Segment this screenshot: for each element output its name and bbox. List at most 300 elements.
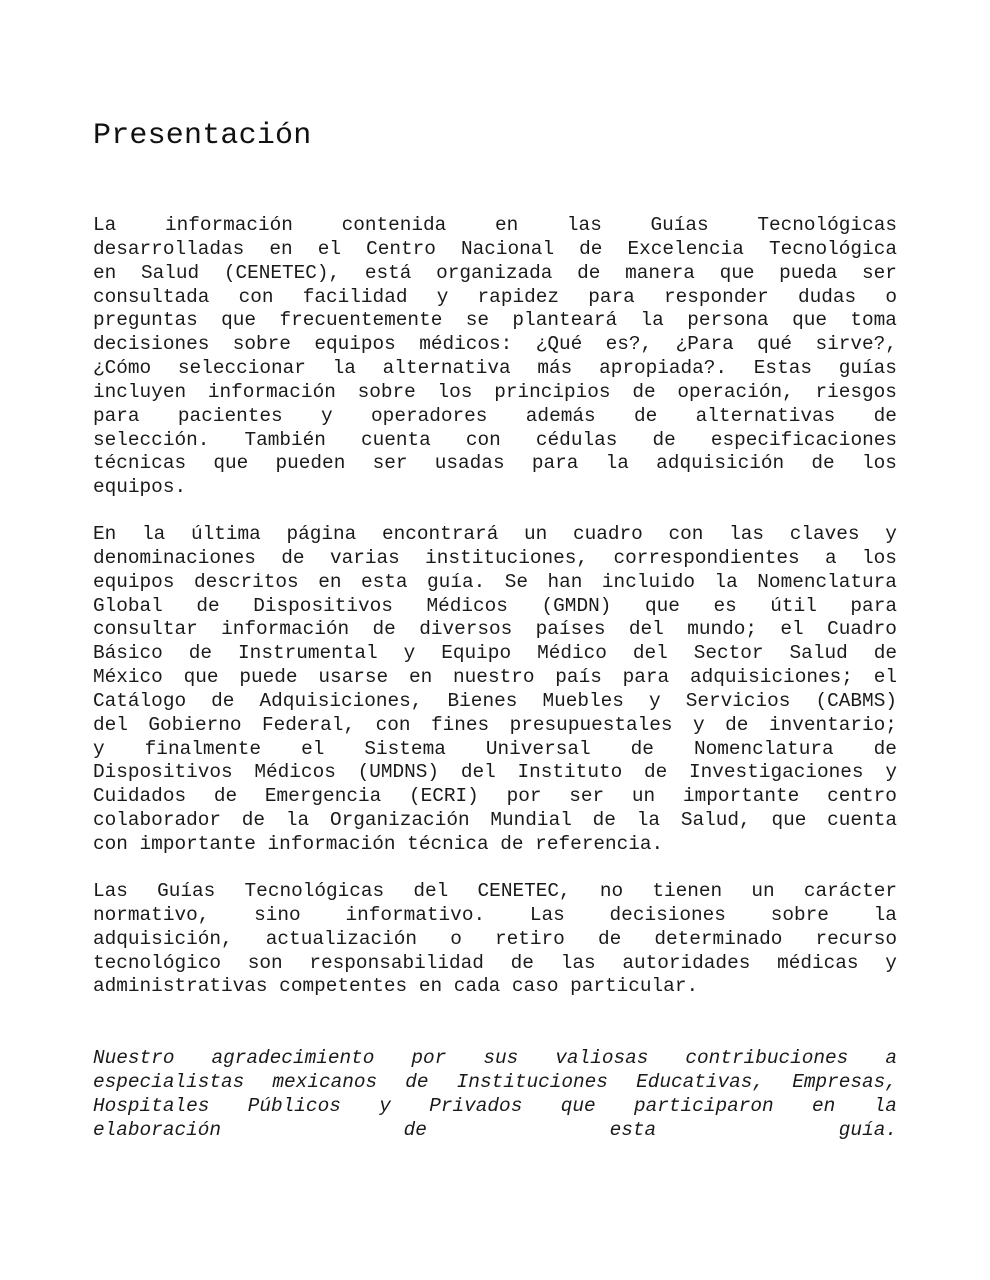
word: En	[93, 523, 117, 545]
word: son	[247, 951, 283, 974]
word: han	[547, 570, 583, 593]
word: Sistema	[364, 737, 446, 760]
word: nuestro	[453, 666, 535, 689]
text-line	[93, 1047, 897, 1071]
word: (ECRI)	[409, 785, 479, 808]
word: en	[269, 237, 293, 260]
word: de	[725, 713, 749, 736]
word: la	[285, 809, 310, 832]
word: para	[622, 666, 670, 689]
word: y	[379, 1094, 391, 1117]
word: elaboración	[93, 1118, 221, 1141]
text-line	[93, 809, 897, 833]
text-line	[93, 429, 897, 453]
text-line	[93, 476, 897, 500]
word: agradecimiento	[211, 1047, 375, 1069]
word: ser	[569, 785, 605, 808]
word: apropiada?.	[599, 357, 728, 380]
word: Muebles	[542, 689, 624, 712]
word: la	[636, 809, 661, 832]
word: Públicos	[247, 1094, 341, 1117]
word: contribuciones	[685, 1047, 849, 1069]
word: Nacional	[460, 237, 555, 260]
text-line	[93, 714, 897, 738]
word: Investigaciones	[689, 761, 864, 784]
text-line	[93, 262, 897, 286]
word: adquisición	[656, 452, 785, 475]
word: adquisiciones;	[689, 666, 853, 689]
word: carácter	[803, 880, 897, 902]
word: finalmente	[144, 737, 262, 760]
word: en	[812, 1094, 836, 1117]
word: (CENETEC),	[223, 261, 341, 284]
word: que	[213, 452, 249, 475]
word: Tecnológica	[768, 237, 897, 260]
word: toma	[850, 309, 897, 332]
word: preguntas	[93, 309, 198, 332]
word: alternativas	[695, 404, 836, 427]
word: fines	[430, 713, 490, 736]
word: recurso	[815, 927, 897, 950]
word: el	[780, 618, 804, 641]
word: última	[190, 523, 261, 545]
word: persona	[687, 309, 769, 332]
word: Instrumental	[238, 642, 378, 665]
word: a	[885, 1047, 897, 1069]
word: un	[631, 785, 656, 808]
word: contenida	[341, 214, 447, 236]
word: Servicios	[685, 689, 791, 712]
word: que	[644, 594, 680, 617]
word: alternativa	[382, 357, 511, 380]
word: de	[213, 785, 238, 808]
word: qué	[757, 333, 793, 356]
word: Salud	[789, 642, 848, 665]
word: Nuestro	[93, 1047, 175, 1069]
word: Centro	[366, 237, 436, 260]
text-line	[93, 618, 897, 642]
paragraph-disclaimer	[93, 880, 897, 999]
text-line	[93, 833, 897, 857]
line-text: administrativas competentes en cada caso particular.	[93, 975, 699, 998]
text-line	[93, 880, 897, 904]
word: información	[164, 214, 293, 236]
word: informativo.	[345, 903, 486, 926]
word: presupuestales	[509, 713, 673, 736]
word: la	[714, 570, 738, 593]
word: especificaciones	[710, 428, 897, 451]
word: Mundial	[490, 809, 572, 832]
word: retiro	[494, 927, 565, 950]
word: Guías	[650, 214, 709, 236]
word: principios	[494, 380, 611, 403]
word: esta	[609, 1118, 657, 1141]
word: del	[93, 713, 128, 736]
word: para	[93, 404, 140, 427]
word: los	[437, 380, 473, 403]
text-line	[93, 309, 897, 333]
word: Las	[93, 880, 128, 902]
word: cédulas	[535, 428, 618, 451]
word: con	[668, 523, 704, 545]
text-line	[93, 286, 897, 310]
word: Salud,	[680, 809, 751, 832]
word: el	[317, 237, 341, 260]
text-line	[93, 738, 897, 762]
text-line	[93, 1095, 897, 1119]
word: Gobierno	[148, 713, 242, 736]
word: de	[652, 428, 676, 451]
word: de	[196, 594, 220, 617]
word: Bienes	[447, 689, 518, 712]
word: la	[873, 903, 897, 926]
word: cuenta	[827, 809, 897, 832]
word: Dispositivos	[253, 594, 393, 617]
word: rapidez	[477, 285, 560, 308]
word: para	[588, 285, 635, 308]
word: de	[630, 737, 654, 760]
word: Excelencia	[627, 237, 744, 260]
word: la	[873, 1094, 897, 1117]
text-line	[93, 595, 897, 619]
word: de	[405, 1070, 429, 1093]
word: del	[628, 618, 664, 641]
word: equipos	[93, 570, 175, 593]
word: puede	[239, 666, 298, 689]
text-line	[93, 952, 897, 976]
word: de	[873, 737, 897, 760]
word: los	[862, 546, 897, 569]
word: a	[825, 546, 837, 569]
word: o	[885, 285, 897, 308]
word: Organización	[329, 809, 470, 832]
word: más	[537, 357, 573, 380]
word: un	[524, 523, 548, 545]
word: de	[372, 618, 396, 641]
word: de	[510, 951, 534, 974]
word: operadores	[371, 404, 488, 427]
word: sobre	[770, 903, 829, 926]
word: es	[713, 594, 737, 617]
word: claves	[789, 523, 860, 545]
word: información	[207, 380, 336, 403]
word: Global	[93, 594, 163, 617]
word: pueden	[275, 452, 346, 475]
word: no	[599, 880, 624, 902]
word: Se	[504, 570, 528, 593]
word: determinado	[654, 927, 783, 950]
word: médicas	[777, 951, 859, 974]
word: de	[577, 261, 601, 284]
word: desarrolladas	[93, 237, 245, 260]
word: participaron	[634, 1094, 774, 1117]
word: pacientes	[177, 404, 283, 427]
word: cuadro	[573, 523, 643, 545]
word: ser	[862, 261, 897, 284]
word: útil	[770, 594, 817, 617]
text-line	[93, 1071, 897, 1095]
text-line	[93, 761, 897, 785]
word: en	[408, 666, 433, 689]
word: usarse	[318, 666, 389, 689]
text-line	[93, 547, 897, 571]
word: responsabilidad	[309, 951, 484, 974]
word: Nomenclatura	[693, 737, 834, 760]
word: frecuentemente	[279, 309, 443, 332]
word: de	[597, 927, 622, 950]
word: equipos	[314, 333, 396, 356]
word: que	[221, 309, 257, 332]
word: sobre	[232, 333, 291, 356]
word: riesgos	[815, 380, 897, 403]
word: Dispositivos	[93, 761, 233, 784]
word: Equipo	[441, 642, 512, 665]
word: importante	[682, 785, 800, 808]
word: que	[792, 309, 827, 332]
word: que	[771, 809, 807, 832]
word: cuenta	[361, 428, 431, 451]
word: de	[592, 809, 616, 832]
word: Instituto	[517, 761, 623, 784]
word: países	[535, 618, 606, 641]
word: pueda	[779, 261, 838, 284]
word: valiosas	[555, 1047, 649, 1069]
word: ¿Para	[675, 333, 734, 356]
word: Adquisiciones,	[259, 689, 423, 712]
word: las	[566, 214, 602, 236]
word: de	[643, 761, 668, 784]
text-line	[93, 357, 897, 381]
word: selección.	[93, 428, 210, 451]
word: con	[375, 713, 411, 736]
word: y	[403, 642, 416, 665]
word: y	[693, 713, 705, 736]
text-line	[93, 785, 897, 809]
word: Las	[529, 903, 565, 926]
word: país	[555, 666, 602, 689]
word: decisiones	[609, 903, 726, 926]
word: y	[885, 523, 897, 545]
word: tecnológico	[93, 951, 221, 974]
text-line	[93, 642, 897, 666]
word: instituciones,	[425, 546, 589, 569]
word: descritos	[193, 570, 299, 593]
word: de	[634, 404, 658, 427]
word: facilidad	[302, 285, 408, 308]
word: en	[93, 261, 117, 284]
word: adquisición,	[93, 927, 233, 950]
word: del	[413, 880, 449, 902]
word: que	[719, 261, 755, 284]
word: organizada	[436, 261, 553, 284]
word: denominaciones	[93, 546, 256, 569]
word: Emergencia	[264, 785, 382, 808]
text-line	[93, 690, 897, 714]
word: y	[885, 951, 897, 974]
word: especialistas	[93, 1070, 245, 1093]
word: de	[241, 809, 266, 832]
word: que	[560, 1094, 596, 1117]
word: ¿Cómo	[93, 357, 152, 380]
text-line	[93, 523, 897, 547]
word: Catálogo	[93, 689, 187, 712]
word: por	[411, 1047, 447, 1069]
word: También	[244, 428, 326, 451]
word: Federal,	[261, 713, 356, 736]
word: operación,	[677, 380, 794, 403]
word: planteará	[512, 309, 618, 332]
line-text: con importante información técnica de referencia.	[93, 832, 664, 855]
word: Instituciones	[456, 1070, 608, 1093]
word: está	[364, 261, 412, 284]
word: Médico	[537, 642, 607, 665]
word: (GMDN)	[541, 594, 612, 617]
word: Nomenclatura	[757, 570, 897, 593]
word: correspondientes	[613, 546, 800, 569]
word: de	[211, 689, 235, 712]
word: la	[332, 357, 356, 380]
word: que	[183, 666, 219, 689]
word: mexicanos	[272, 1070, 378, 1093]
word: Salud	[140, 261, 200, 284]
word: incluido	[601, 570, 696, 593]
word: del	[460, 761, 496, 784]
word: la	[640, 309, 664, 332]
page-title: Presentación	[93, 119, 312, 153]
word: inventario;	[768, 713, 897, 736]
word: y	[885, 761, 897, 784]
word: Cuadro	[827, 618, 897, 641]
text-line	[93, 975, 897, 999]
word: Médicos	[426, 594, 508, 617]
word: guía.	[427, 570, 486, 593]
word: sus	[483, 1047, 519, 1069]
word: seleccionar	[177, 357, 306, 380]
word: médicos:	[419, 333, 513, 356]
word: técnicas	[93, 452, 187, 475]
text-line	[93, 381, 897, 405]
paragraph-nomenclature	[93, 523, 897, 857]
word: las	[729, 523, 765, 545]
word: de	[579, 237, 603, 260]
word: la	[605, 452, 629, 475]
word: información	[221, 618, 350, 641]
word: Médicos	[254, 761, 336, 784]
word: Cuidados	[93, 785, 187, 808]
word: por	[506, 785, 542, 808]
word: varias	[329, 546, 400, 569]
word: La	[93, 214, 117, 236]
text-line	[93, 928, 897, 952]
word: y	[321, 404, 333, 427]
word: de	[281, 546, 305, 569]
word: página	[286, 523, 357, 545]
text-line	[93, 214, 897, 238]
word: guías	[838, 357, 897, 380]
word: Hospitales	[93, 1094, 210, 1117]
word: incluyen	[93, 380, 187, 403]
word: y	[648, 689, 661, 712]
word: con	[465, 428, 501, 451]
word: responder	[664, 285, 769, 308]
word: tienen	[652, 880, 723, 902]
line-text: equipos.	[93, 476, 187, 499]
word: el	[873, 666, 897, 689]
word: de	[873, 642, 897, 665]
word: CENETEC,	[477, 880, 571, 902]
word: o	[450, 927, 462, 950]
text-line	[93, 666, 897, 690]
word: la	[141, 523, 166, 545]
text-line	[93, 571, 897, 595]
word: Sector	[693, 642, 764, 665]
word: y	[93, 737, 105, 760]
word: centro	[827, 785, 897, 808]
word: y	[436, 285, 449, 308]
word: Guías	[157, 880, 216, 902]
word: de	[188, 642, 213, 665]
word: dudas	[797, 285, 857, 308]
word: Privados	[429, 1094, 523, 1117]
text-line	[93, 333, 897, 357]
word: además	[525, 404, 596, 427]
word: diversos	[419, 618, 513, 641]
word: de	[632, 380, 656, 403]
word: un	[751, 880, 775, 902]
word: manera	[625, 261, 695, 284]
word: Estas	[753, 357, 812, 380]
word: consultada	[93, 285, 210, 308]
paragraph-acknowledgement	[93, 1047, 897, 1142]
word: guía.	[838, 1118, 897, 1141]
word: decisiones	[93, 333, 210, 356]
text-line	[93, 904, 897, 928]
word: Universal	[485, 737, 591, 760]
word: para	[531, 452, 579, 475]
text-line	[93, 452, 897, 476]
word: actualización	[265, 927, 418, 950]
word: Educativas,	[636, 1070, 765, 1093]
word: consultar	[93, 618, 198, 641]
word: de	[403, 1118, 427, 1141]
text-line	[93, 1119, 897, 1143]
word: normativo,	[93, 903, 210, 926]
word: colaborador	[93, 809, 221, 832]
word: de	[811, 452, 835, 475]
word: sirve?,	[815, 333, 897, 356]
word: mundo;	[687, 618, 758, 641]
word: Básico	[93, 642, 163, 665]
word: de	[873, 404, 897, 427]
word: usadas	[434, 452, 505, 475]
word: para	[850, 594, 897, 617]
paragraph-introduction	[93, 214, 897, 500]
word: autoridades	[622, 951, 751, 974]
word: con	[238, 285, 274, 308]
word: es?,	[605, 333, 653, 356]
word: en	[494, 214, 519, 236]
word: (CABMS)	[815, 689, 897, 712]
word: (UMDNS)	[357, 761, 440, 784]
word: esta	[360, 570, 408, 593]
word: sobre	[357, 380, 416, 403]
word: en	[318, 570, 342, 593]
word: Tecnológicas	[244, 880, 385, 902]
word: las	[560, 951, 596, 974]
word: ser	[372, 452, 408, 475]
word: Tecnológicas	[757, 214, 897, 236]
word: encontrará	[381, 523, 499, 545]
